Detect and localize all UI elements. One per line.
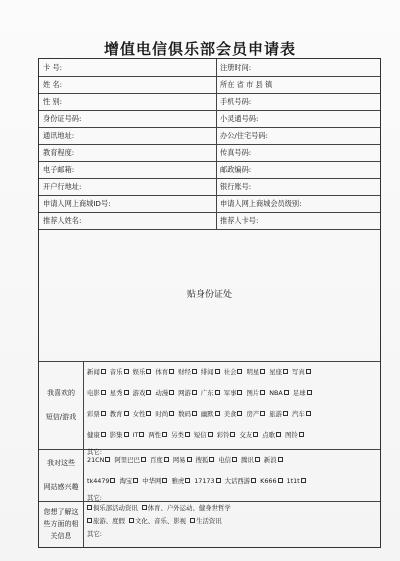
option-label: 百度 [149,456,163,464]
checkbox-square-icon[interactable] [209,457,214,462]
field-label-right[interactable]: 所在 省 市 县 镇 [216,76,380,93]
option-label: 21CN [87,455,105,464]
option-row [87,514,377,527]
info-label: 您想了解这 些方面的相 关信息 [39,501,84,547]
checkbox-square-icon[interactable] [146,411,151,416]
checkbox-square-icon[interactable] [162,478,167,483]
option-checkbox[interactable] [217,430,236,439]
option-label: 交友 [239,431,253,439]
checkbox-square-icon[interactable] [146,390,151,395]
checkbox-square-icon[interactable] [215,369,220,374]
option-label: 足球 [292,389,306,397]
member-application-table [38,58,381,548]
checkbox-square-icon[interactable] [101,411,106,416]
option-checkbox[interactable] [150,455,169,464]
field-label-right[interactable]: 银行账号: [216,178,380,195]
option-checkbox[interactable] [246,409,265,418]
option-checkbox[interactable] [110,367,129,376]
option-checkbox[interactable] [292,367,311,376]
option-label: 图片 [246,389,260,397]
option-checkbox[interactable] [201,367,220,376]
option-row [87,382,377,403]
option-label: 文化、音乐、影视 [134,517,187,525]
other-field[interactable]: 其它: [87,448,102,456]
option-checkbox[interactable] [133,388,152,397]
option-label: 搜狐 [195,456,209,464]
checkbox-square-icon[interactable] [141,457,146,462]
option-label: 图铃 [285,431,298,439]
option-label: 彩铃 [216,431,230,439]
option-label: 17173 [194,476,215,485]
option-checkbox[interactable] [171,476,190,485]
checkbox-square-icon[interactable] [169,390,174,395]
checkbox-square-icon[interactable] [301,478,306,483]
option-row [87,501,377,514]
option-row [87,470,377,491]
checkbox-square-icon[interactable] [142,505,147,510]
option-checkbox[interactable] [260,477,282,485]
option-checkbox[interactable] [269,389,289,397]
option-label: 两性 [148,431,162,439]
sites-options [87,449,377,504]
checkbox-square-icon[interactable] [101,369,106,374]
option-label: 新浪 [263,456,277,464]
option-checkbox[interactable] [196,455,215,464]
checkbox-square-icon[interactable] [129,518,134,523]
option-label: 美食 [223,410,237,418]
option-label: 1t1t [286,476,300,485]
field-label-right[interactable]: 传真号码: [216,144,380,161]
checkbox-square-icon[interactable] [187,457,192,462]
checkbox-square-icon[interactable] [216,478,221,483]
checkbox-square-icon[interactable] [192,390,197,395]
checkbox-square-icon[interactable] [190,518,195,523]
option-checkbox[interactable] [87,430,106,439]
option-label: 广东 [200,389,214,397]
option-checkbox[interactable] [246,367,265,376]
checkbox-square-icon[interactable] [260,369,265,374]
option-label: NBA [269,388,283,397]
option-label: 电信 [218,456,232,464]
option-label: 旅游、度假 [93,517,125,525]
option-label: 淘宝 [119,477,133,485]
option-label: 写真 [292,368,305,376]
checkbox-square-icon[interactable] [307,390,312,395]
checkbox-square-icon[interactable] [306,369,311,374]
field-row [39,127,380,145]
option-row [87,424,377,445]
checkbox-square-icon[interactable] [253,432,258,437]
option-checkbox[interactable] [269,409,288,418]
option-label: 时尚 [155,410,169,418]
checkbox-square-icon[interactable] [237,369,242,374]
field-row [39,144,380,162]
option-checkbox[interactable] [269,367,288,376]
option-label: 游戏 [132,389,146,397]
option-checkbox[interactable] [178,409,197,418]
option-checkbox[interactable] [293,388,312,397]
option-label: 俱乐部活动资讯 [93,504,138,512]
option-label: 体育 [155,368,169,376]
option-checkbox[interactable] [285,430,304,439]
option-checkbox[interactable] [287,477,306,485]
checkbox-square-icon[interactable] [101,432,106,437]
option-checkbox[interactable] [194,430,213,439]
checkbox-square-icon[interactable] [278,457,283,462]
option-checkbox[interactable] [110,430,129,439]
option-label: 点歌 [262,431,276,439]
checkbox-square-icon[interactable] [208,432,213,437]
option-label: 社会 [223,368,237,376]
option-label: tk4479 [87,476,110,485]
option-label: 数码 [178,410,191,418]
checkbox-square-icon[interactable] [133,478,138,483]
checkbox-square-icon[interactable] [215,411,220,416]
option-checkbox[interactable] [142,476,167,485]
option-checkbox[interactable] [87,409,106,418]
option-label: 影集 [109,431,123,439]
field-label-left[interactable]: 电子邮箱: [43,165,75,174]
option-label: 体育、户外运动、健身世哲学 [147,504,231,512]
option-label: 军事 [223,389,237,397]
field-label-left[interactable]: 教育程度: [43,148,75,157]
checkbox-square-icon[interactable] [251,478,256,483]
option-row [87,449,377,470]
checkbox-square-icon[interactable] [283,411,288,416]
checkbox-square-icon[interactable] [124,432,129,437]
field-label-right[interactable]: 申请人网上商城会员级别: [216,195,380,212]
option-label: 星秀 [109,389,123,397]
checkbox-square-icon[interactable] [101,390,106,395]
option-checkbox[interactable] [87,503,138,512]
option-checkbox[interactable] [87,477,115,485]
option-label: 女性 [132,410,146,418]
field-label-right[interactable]: 邮政编码: [216,161,380,178]
option-checkbox[interactable] [155,409,174,418]
checkbox-square-icon[interactable] [215,390,220,395]
option-label: 健康 [87,431,100,439]
info-section [39,501,380,547]
field-row [39,76,380,94]
option-label: 大话西游 [224,477,251,485]
checkbox-square-icon[interactable] [255,457,260,462]
option-label: 绯闻 [200,368,214,376]
option-label: 汽车 [292,410,305,418]
field-label-left[interactable]: 推荐人姓名: [43,216,82,225]
field-label-left[interactable]: 通讯地址: [43,131,75,140]
checkbox-square-icon[interactable] [192,369,197,374]
field-label-right[interactable]: 推荐人卡号: [216,212,380,229]
checkbox-square-icon[interactable] [299,432,304,437]
checkbox-square-icon[interactable] [162,432,167,437]
option-label: 旅游 [269,410,283,418]
option-checkbox[interactable] [178,388,197,397]
field-label-left[interactable]: 申请人网上商城ID号: [43,199,111,208]
option-checkbox[interactable] [190,516,222,525]
option-checkbox[interactable] [148,430,167,439]
option-label: IT [132,430,139,439]
option-checkbox[interactable] [110,388,129,397]
field-label-right[interactable]: 手机号码: [216,93,380,110]
checkbox-square-icon[interactable] [237,411,242,416]
field-row [39,195,380,213]
option-checkbox[interactable] [178,367,197,376]
option-checkbox[interactable] [218,455,237,464]
option-checkbox[interactable] [292,409,311,418]
option-checkbox[interactable] [87,367,106,376]
option-label: 电影 [87,389,100,397]
option-checkbox[interactable] [119,476,138,485]
option-checkbox[interactable] [114,455,146,464]
checkbox-square-icon[interactable] [87,518,92,523]
other-field[interactable]: 其它: [87,530,102,538]
option-checkbox[interactable] [241,455,260,464]
photo-area-label: 贴身份证处 [186,290,232,300]
interests-label: 我喜欢的 短信/游戏 [39,361,84,449]
checkbox-square-icon[interactable] [124,369,129,374]
checkbox-square-icon[interactable] [164,457,169,462]
checkbox-square-icon[interactable] [284,390,289,395]
option-label: 阿里巴巴 [114,456,140,464]
sites-label: 我对这些 网站感兴趣 [39,449,84,501]
option-checkbox[interactable] [87,456,110,464]
checkbox-square-icon[interactable] [232,457,237,462]
checkbox-square-icon[interactable] [306,411,311,416]
field-row [39,212,380,230]
option-label: 娱乐 [132,368,146,376]
option-checkbox[interactable] [239,430,258,439]
option-label: 网游 [178,389,191,397]
checkbox-square-icon[interactable] [105,457,110,462]
other-field[interactable]: 其它: [87,494,102,502]
option-label: 明星 [246,368,260,376]
interests-section [39,361,380,456]
info-options [87,501,377,540]
option-checkbox[interactable] [224,388,243,397]
option-label: 幽默 [200,410,214,418]
checkbox-square-icon[interactable] [124,411,129,416]
option-checkbox[interactable] [201,409,220,418]
field-label-left[interactable]: 性 别: [43,97,63,106]
option-label: 腾讯 [241,456,254,464]
checkbox-square-icon[interactable] [237,390,242,395]
option-checkbox[interactable] [224,409,243,418]
option-label: 星座 [269,368,283,376]
form-title: 增值电信俱乐部会员申请表 [103,40,296,58]
option-label: 音乐 [109,368,123,376]
option-checkbox[interactable] [173,455,192,464]
checkbox-square-icon[interactable] [230,432,235,437]
checkbox-square-icon[interactable] [278,478,283,483]
option-checkbox[interactable] [133,409,152,418]
option-label: 彩票 [87,410,100,418]
option-checkbox[interactable] [87,388,106,397]
option-label: 雅虎 [171,477,185,485]
option-checkbox[interactable] [110,409,129,418]
option-label: 房产 [246,410,260,418]
option-checkbox[interactable] [262,430,281,439]
option-checkbox[interactable] [246,388,265,397]
field-row [39,161,380,179]
checkbox-square-icon[interactable] [276,432,281,437]
option-checkbox[interactable] [171,430,190,439]
option-checkbox[interactable] [201,388,220,397]
option-row [87,361,377,382]
option-checkbox[interactable] [224,367,243,376]
option-label: 生活资讯 [196,517,222,525]
checkbox-square-icon[interactable] [185,478,190,483]
checkbox-square-icon[interactable] [283,369,288,374]
checkbox-square-icon[interactable] [124,390,129,395]
field-label-left[interactable]: 卡 号: [43,63,63,72]
option-label: 另类 [171,431,184,439]
option-checkbox[interactable] [87,516,125,525]
option-label: 网易 [172,456,186,464]
field-row [39,110,380,128]
field-row [39,178,380,196]
option-checkbox[interactable] [194,477,220,485]
option-label: 中华网 [142,477,162,485]
checkbox-square-icon[interactable] [169,411,174,416]
option-row [87,403,377,424]
checkbox-square-icon[interactable] [87,505,92,510]
option-checkbox[interactable] [155,367,174,376]
field-row [39,93,380,111]
checkbox-square-icon[interactable] [185,432,190,437]
checkbox-square-icon[interactable] [146,369,151,374]
field-label-left[interactable]: 姓 名: [43,80,63,89]
option-checkbox[interactable] [142,503,231,512]
option-label: 新闻 [87,368,100,376]
field-label-right[interactable]: 注册时间: [216,59,380,76]
option-label: K666 [260,476,277,485]
option-label: 财经 [178,368,191,376]
option-checkbox[interactable] [133,367,152,376]
checkbox-square-icon[interactable] [260,390,265,395]
field-label-left[interactable]: 身份证号码: [43,114,82,123]
id-card-photo-area[interactable] [39,229,380,362]
option-checkbox[interactable] [155,388,174,397]
checkbox-square-icon[interactable] [192,411,197,416]
option-label: 短信 [193,431,207,439]
field-row [39,59,380,77]
interests-options [87,361,377,458]
field-label-right[interactable]: 办公/住宅号码: [216,127,380,144]
checkbox-square-icon[interactable] [139,432,144,437]
checkbox-square-icon[interactable] [260,411,265,416]
field-label-right[interactable]: 小灵通号码: [216,110,380,127]
sites-section [39,449,380,502]
option-checkbox[interactable] [225,476,257,485]
option-checkbox[interactable] [133,431,145,439]
field-label-left[interactable]: 开户行地址: [43,182,82,191]
checkbox-square-icon[interactable] [169,369,174,374]
option-label: 动漫 [155,389,169,397]
option-label: 教育 [109,410,123,418]
option-checkbox[interactable] [129,516,186,525]
option-checkbox[interactable] [264,455,283,464]
checkbox-square-icon[interactable] [110,478,115,483]
